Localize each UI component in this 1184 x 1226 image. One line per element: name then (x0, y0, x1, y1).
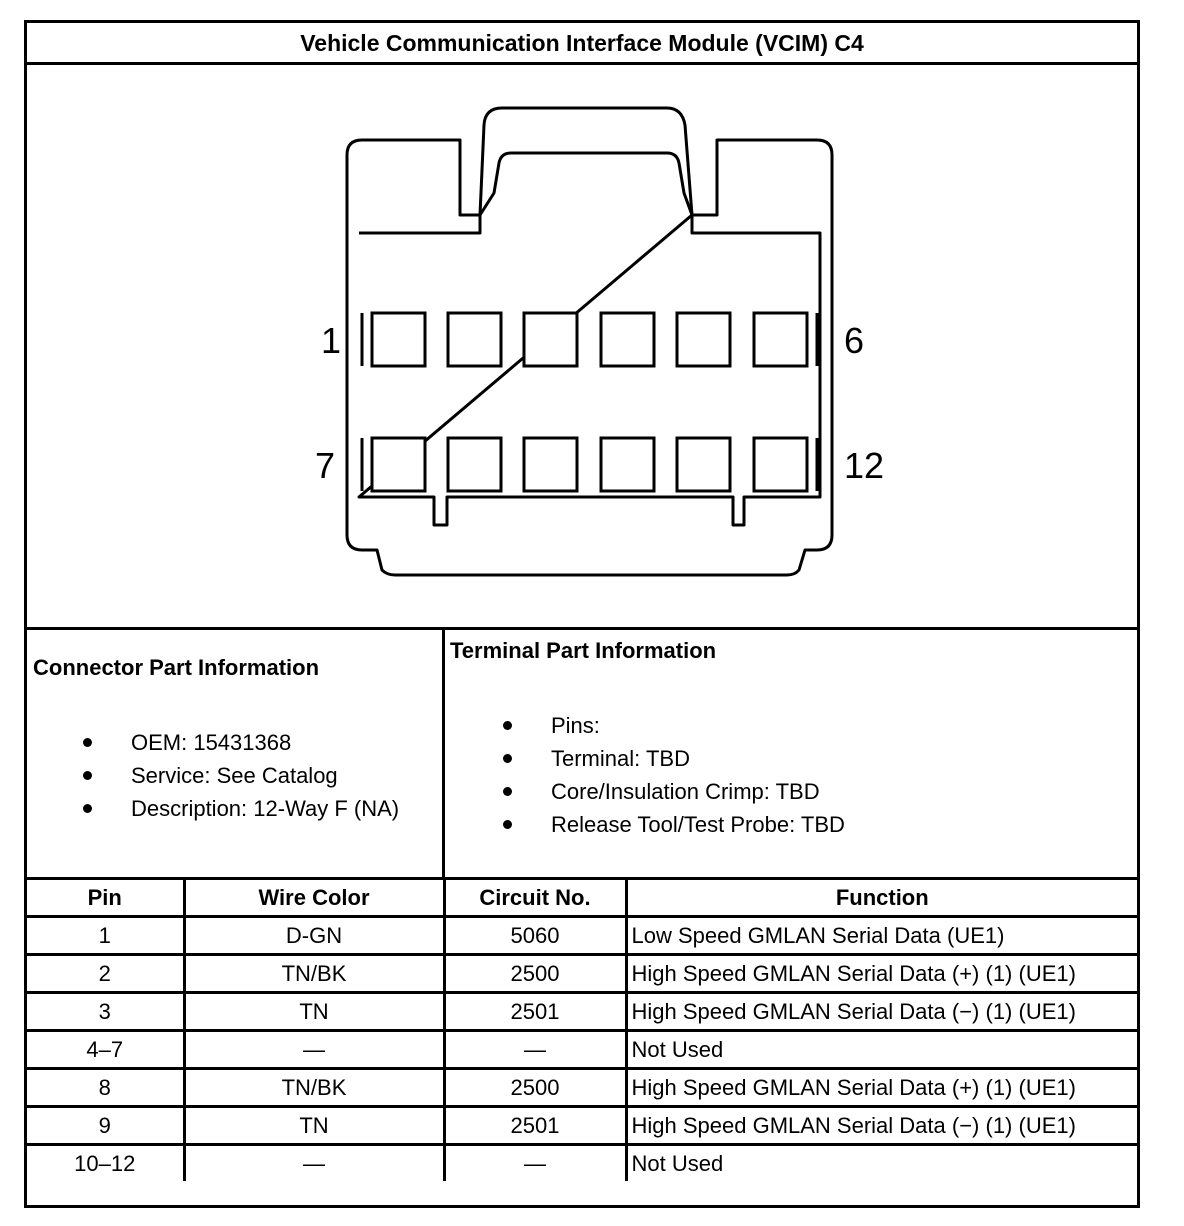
table-header-row (27, 880, 1137, 917)
pin-cell: 1 (27, 917, 184, 955)
terminal-info-item: Pins: (503, 709, 845, 742)
pin-cavity-11 (677, 438, 730, 491)
circuit-no-cell: 5060 (444, 917, 626, 955)
function-cell: Not Used (626, 1145, 1137, 1182)
pin-cavity-6 (754, 313, 807, 366)
circuit-no-cell: 2500 (444, 1069, 626, 1107)
table-row (27, 1145, 1137, 1182)
wire-color-cell: TN/BK (184, 955, 444, 993)
pin-cell: 10–12 (27, 1145, 184, 1182)
connector-sheet (24, 20, 1140, 1208)
terminal-info-item: Terminal: TBD (503, 742, 845, 775)
pin-cavity-5 (677, 313, 730, 366)
circuit-no-cell: — (444, 1145, 626, 1182)
function-cell: High Speed GMLAN Serial Data (+) (1) (UE1) (626, 955, 1137, 993)
wire-color-cell: — (184, 1031, 444, 1069)
function-cell: High Speed GMLAN Serial Data (+) (1) (UE1) (626, 1069, 1137, 1107)
table-row (27, 1031, 1137, 1069)
wire-color-cell: TN/BK (184, 1069, 444, 1107)
connector-info-list (83, 726, 399, 825)
pin-table (27, 880, 1137, 1181)
pin-cavity-9 (524, 438, 577, 491)
table-row (27, 1107, 1137, 1145)
connector-face-drawing (27, 65, 1137, 627)
pin-label-top-right: 6 (844, 320, 865, 361)
connector-info-item: Service: See Catalog (83, 759, 399, 792)
terminal-part-information (445, 630, 1137, 877)
pin-cell: 8 (27, 1069, 184, 1107)
terminal-info-list (503, 709, 845, 841)
pin-cavity-2 (448, 313, 501, 366)
pin-label-bottom-left: 7 (315, 445, 336, 486)
connector-cavity-outline (359, 215, 820, 525)
pin-cavity-7 (372, 438, 425, 491)
terminal-info-heading: Terminal Part Information (450, 638, 717, 663)
pin-cavity-1 (372, 313, 425, 366)
pin-cavity-4 (601, 313, 654, 366)
pin-label-top-left: 1 (321, 320, 342, 361)
pin-cell: 4–7 (27, 1031, 184, 1069)
pin-cell: 2 (27, 955, 184, 993)
circuit-no-cell: 2500 (444, 955, 626, 993)
wire-color-cell: TN (184, 993, 444, 1031)
column-header-wire-color: Wire Color (184, 880, 444, 917)
connector-info-item: Description: 12-Way F (NA) (83, 792, 399, 825)
table-row (27, 993, 1137, 1031)
latch-recess-outline (480, 153, 692, 215)
column-header-circuit-no: Circuit No. (444, 880, 626, 917)
part-information-section (27, 627, 1137, 880)
table-row (27, 1069, 1137, 1107)
connector-info-item: OEM: 15431368 (83, 726, 399, 759)
page-title: Vehicle Communication Interface Module (VCIM) C4 (27, 23, 1137, 65)
table-row (27, 917, 1137, 955)
pin-cavity-12 (754, 438, 807, 491)
connector-part-information (27, 630, 445, 877)
pin-cavity-10 (601, 438, 654, 491)
wire-color-cell: D-GN (184, 917, 444, 955)
table-row (27, 955, 1137, 993)
connector-info-heading: Connector Part Information (33, 655, 320, 680)
pin-cavity-8 (448, 438, 501, 491)
function-cell: Low Speed GMLAN Serial Data (UE1) (626, 917, 1137, 955)
function-cell: High Speed GMLAN Serial Data (−) (1) (UE1) (626, 1107, 1137, 1145)
column-header-pin: Pin (27, 880, 184, 917)
terminal-info-item: Release Tool/Test Probe: TBD (503, 808, 845, 841)
pin-cavity-3 (524, 313, 577, 366)
pin-label-bottom-right: 12 (844, 445, 885, 486)
pin-cell: 3 (27, 993, 184, 1031)
function-cell: High Speed GMLAN Serial Data (−) (1) (UE1) (626, 993, 1137, 1031)
pin-cell: 9 (27, 1107, 184, 1145)
terminal-info-item: Core/Insulation Crimp: TBD (503, 775, 845, 808)
wire-color-cell: TN (184, 1107, 444, 1145)
circuit-no-cell: 2501 (444, 993, 626, 1031)
circuit-no-cell: — (444, 1031, 626, 1069)
column-header-function: Function (626, 880, 1137, 917)
wire-color-cell: — (184, 1145, 444, 1182)
connector-diagram (27, 65, 1137, 627)
function-cell: Not Used (626, 1031, 1137, 1069)
circuit-no-cell: 2501 (444, 1107, 626, 1145)
